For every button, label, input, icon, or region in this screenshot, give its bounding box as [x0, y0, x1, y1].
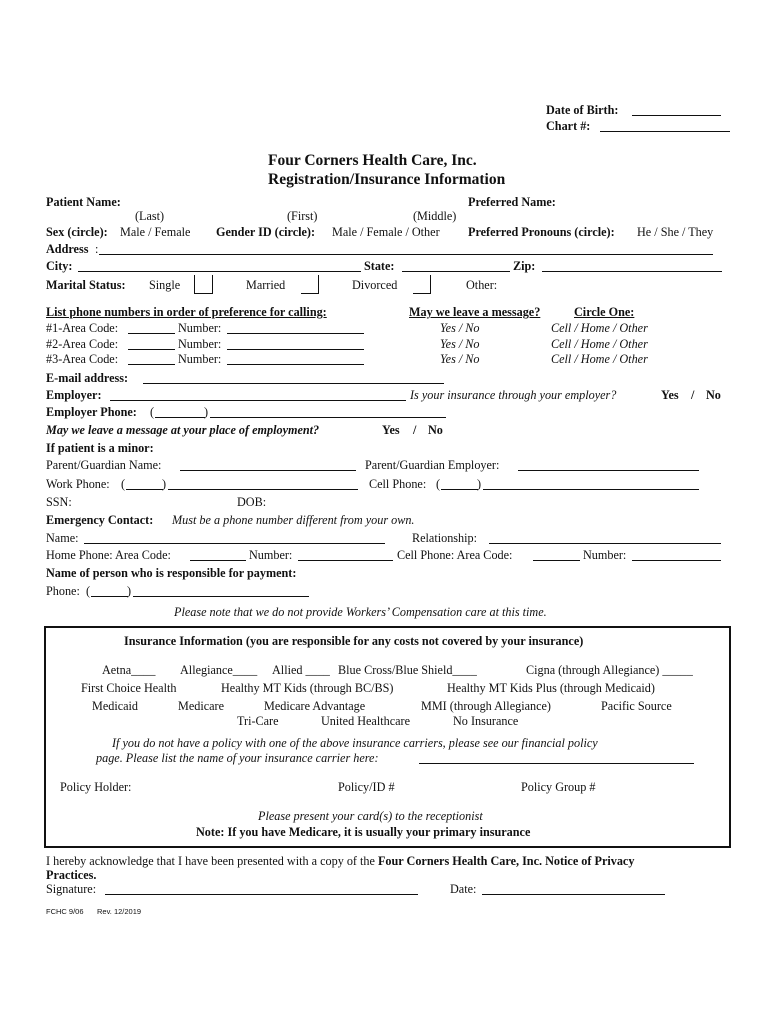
policy-holder-label: Policy Holder:	[60, 780, 132, 794]
insurance-bcbs[interactable]: Blue Cross/Blue Shield____	[338, 663, 477, 677]
insurance-aetna[interactable]: Aetna____	[102, 663, 156, 677]
employer-label: Employer:	[46, 388, 102, 402]
acknowledgement-text: I hereby acknowledge that I have been presented with a copy of the Four Corners Health Care, Inc. Notice of Privacy	[46, 854, 635, 868]
email-label: E-mail address:	[46, 371, 129, 385]
phone-2-area-label: #2-Area Code:	[46, 337, 119, 351]
last-name-caption: (Last)	[135, 209, 165, 223]
marital-divorced-label: Divorced	[352, 278, 398, 292]
employer-phone-number-field[interactable]	[210, 417, 446, 418]
relationship-label: Relationship:	[412, 531, 477, 545]
insurance-medicare[interactable]: Medicare	[178, 699, 225, 713]
marital-other-label: Other:	[466, 278, 498, 292]
guardian-employer-label: Parent/Guardian Employer:	[365, 458, 500, 472]
insurance-employer-yes[interactable]: Yes	[661, 388, 679, 402]
emergency-home-number-field[interactable]	[298, 560, 393, 561]
phone-3-area-label: #3-Area Code:	[46, 352, 119, 366]
phone-2-number-field[interactable]	[227, 349, 364, 350]
payment-responsible-label: Name of person who is responsible for payment:	[46, 566, 297, 580]
address-label: Address	[46, 242, 89, 256]
sex-options[interactable]: Male / Female	[120, 225, 191, 239]
phone-1-message-options[interactable]: Yes / No	[440, 321, 480, 335]
marital-single-label: Single	[149, 278, 181, 292]
cell-phone-label: Cell Phone:	[369, 477, 427, 491]
marital-status-label: Marital Status:	[46, 278, 126, 292]
marital-divorced-checkbox[interactable]	[413, 275, 431, 294]
employer-phone-area-field[interactable]	[155, 417, 205, 418]
acknowledgement-text-cont: Practices.	[46, 868, 97, 882]
phone-3-type-options[interactable]: Cell / Home / Other	[551, 352, 648, 366]
city-field[interactable]	[78, 271, 361, 272]
circle-one-heading: Circle One:	[574, 305, 635, 319]
first-name-caption: (First)	[287, 209, 318, 223]
address-field[interactable]	[99, 254, 713, 255]
emergency-home-number-label: Number:	[249, 548, 293, 562]
work-message-no[interactable]: No	[428, 423, 443, 437]
email-field[interactable]	[143, 383, 444, 384]
work-message-yes[interactable]: Yes	[382, 423, 400, 437]
middle-name-caption: (Middle)	[413, 209, 457, 223]
signature-label: Signature:	[46, 882, 97, 896]
state-field[interactable]	[402, 271, 510, 272]
policy-note-line2: page. Please list the name of your insurance carrier here:	[96, 751, 379, 765]
pronouns-options[interactable]: He / She / They	[637, 225, 714, 239]
insurance-carrier-field[interactable]	[419, 763, 694, 764]
signature-date-label: Date:	[450, 882, 477, 896]
insurance-allegiance[interactable]: Allegiance____	[180, 663, 258, 677]
date-of-birth-label: Date of Birth:	[546, 103, 619, 117]
insurance-united-healthcare[interactable]: United Healthcare	[321, 714, 410, 728]
work-phone-number-field[interactable]	[168, 489, 358, 490]
emergency-cell-area-field[interactable]	[533, 560, 580, 561]
marital-married-label: Married	[246, 278, 286, 292]
policy-note-line1: If you do not have a policy with one of the above insurance carriers, please see our financial policy	[112, 736, 598, 750]
phone-2-number-label: Number:	[178, 337, 222, 351]
insurance-through-employer-question: Is your insurance through your employer?	[410, 388, 617, 402]
emergency-cell-number-label: Number:	[583, 548, 627, 562]
insurance-tricare[interactable]: Tri-Care	[237, 714, 279, 728]
city-label: City:	[46, 259, 73, 273]
preferred-name-label: Preferred Name:	[468, 195, 556, 209]
emergency-cell-phone-label: Cell Phone: Area Code:	[397, 548, 513, 562]
insurance-heading: Insurance Information (you are responsible for any costs not covered by your insurance)	[124, 634, 584, 648]
payment-phone-label: Phone:	[46, 584, 80, 598]
work-message-question: May we leave a message at your place of employment?	[46, 423, 320, 437]
ssn-label: SSN:	[46, 495, 72, 509]
page-subtitle: Registration/Insurance Information	[268, 171, 506, 188]
guardian-name-field[interactable]	[180, 470, 356, 471]
signature-date-field[interactable]	[482, 894, 665, 895]
emergency-home-area-field[interactable]	[190, 560, 246, 561]
phone-1-type-options[interactable]: Cell / Home / Other	[551, 321, 648, 335]
leave-message-heading: May we leave a message?	[409, 305, 541, 319]
phone-2-message-options[interactable]: Yes / No	[440, 337, 480, 351]
phone-2-area-field[interactable]	[128, 349, 175, 350]
policy-group-label: Policy Group #	[521, 780, 596, 794]
work-phone-area-field[interactable]	[126, 489, 163, 490]
emergency-contact-note: Must be a phone number different from your own.	[172, 513, 415, 527]
insurance-healthy-mt-kids[interactable]: Healthy MT Kids (through BC/BS)	[221, 681, 394, 695]
guardian-name-label: Parent/Guardian Name:	[46, 458, 162, 472]
present-card-note: Please present your card(s) to the receptionist	[258, 809, 483, 823]
phone-3-number-field[interactable]	[227, 364, 364, 365]
insurance-medicare-advantage[interactable]: Medicare Advantage	[264, 699, 366, 713]
form-code: FCHC 9/06	[46, 907, 84, 916]
zip-field[interactable]	[542, 271, 722, 272]
signature-field[interactable]	[105, 894, 418, 895]
workers-comp-note: Please note that we do not provide Workers’ Compensation care at this time.	[174, 605, 547, 619]
phone-list-heading: List phone numbers in order of preference for calling:	[46, 305, 327, 319]
insurance-healthy-mt-kids-plus[interactable]: Healthy MT Kids Plus (through Medicaid)	[447, 681, 655, 695]
insurance-employer-no[interactable]: No	[706, 388, 721, 402]
emergency-name-field[interactable]	[84, 543, 385, 544]
emergency-contact-label: Emergency Contact:	[46, 513, 154, 527]
marital-single-checkbox[interactable]	[194, 275, 213, 294]
insurance-allied[interactable]: Allied ____	[272, 663, 330, 677]
emergency-name-label: Name:	[46, 531, 79, 545]
insurance-pacific-source[interactable]: Pacific Source	[601, 699, 672, 713]
phone-2-type-options[interactable]: Cell / Home / Other	[551, 337, 648, 351]
date-of-birth-field[interactable]	[632, 115, 721, 116]
phone-3-message-options[interactable]: Yes / No	[440, 352, 480, 366]
gender-id-label: Gender ID (circle):	[216, 225, 316, 239]
cell-phone-number-field[interactable]	[483, 489, 699, 490]
emergency-home-phone-label: Home Phone: Area Code:	[46, 548, 171, 562]
phone-1-area-field[interactable]	[128, 333, 175, 334]
medicare-primary-note: Note: If you have Medicare, it is usually your primary insurance	[196, 825, 531, 839]
phone-1-area-label: #1-Area Code:	[46, 321, 119, 335]
minor-dob-label: DOB:	[237, 495, 267, 509]
chart-number-label: Chart #:	[546, 119, 591, 133]
guardian-employer-field[interactable]	[518, 470, 699, 471]
phone-3-number-label: Number:	[178, 352, 222, 366]
marital-married-checkbox[interactable]	[301, 275, 319, 294]
employer-field[interactable]	[110, 400, 406, 401]
cell-phone-area-field[interactable]	[441, 489, 478, 490]
state-label: State:	[364, 259, 395, 273]
minor-heading: If patient is a minor:	[46, 441, 154, 455]
patient-name-label: Patient Name:	[46, 195, 121, 209]
payment-phone-number-field[interactable]	[133, 596, 309, 597]
payment-phone-area-field[interactable]	[91, 596, 128, 597]
insurance-cigna[interactable]: Cigna (through Allegiance) _____	[526, 663, 693, 677]
page-title: Four Corners Health Care, Inc.	[268, 152, 477, 169]
phone-1-number-field[interactable]	[227, 333, 364, 334]
form-revision: Rev. 12/2019	[97, 907, 142, 916]
gender-id-options[interactable]: Male / Female / Other	[332, 225, 440, 239]
pronouns-label: Preferred Pronouns (circle):	[468, 225, 615, 239]
policy-id-label: Policy/ID #	[338, 780, 395, 794]
emergency-cell-number-field[interactable]	[632, 560, 721, 561]
chart-number-field[interactable]	[600, 131, 730, 132]
sex-label: Sex (circle):	[46, 225, 108, 239]
insurance-mmi[interactable]: MMI (through Allegiance)	[421, 699, 551, 713]
work-phone-label: Work Phone:	[46, 477, 110, 491]
employer-phone-label: Employer Phone:	[46, 405, 137, 419]
insurance-first-choice[interactable]: First Choice Health	[81, 681, 177, 695]
relationship-field[interactable]	[489, 543, 721, 544]
zip-label: Zip:	[513, 259, 536, 273]
phone-1-number-label: Number:	[178, 321, 222, 335]
insurance-none[interactable]: No Insurance	[453, 714, 519, 728]
insurance-medicaid[interactable]: Medicaid	[92, 699, 139, 713]
phone-3-area-field[interactable]	[128, 364, 175, 365]
